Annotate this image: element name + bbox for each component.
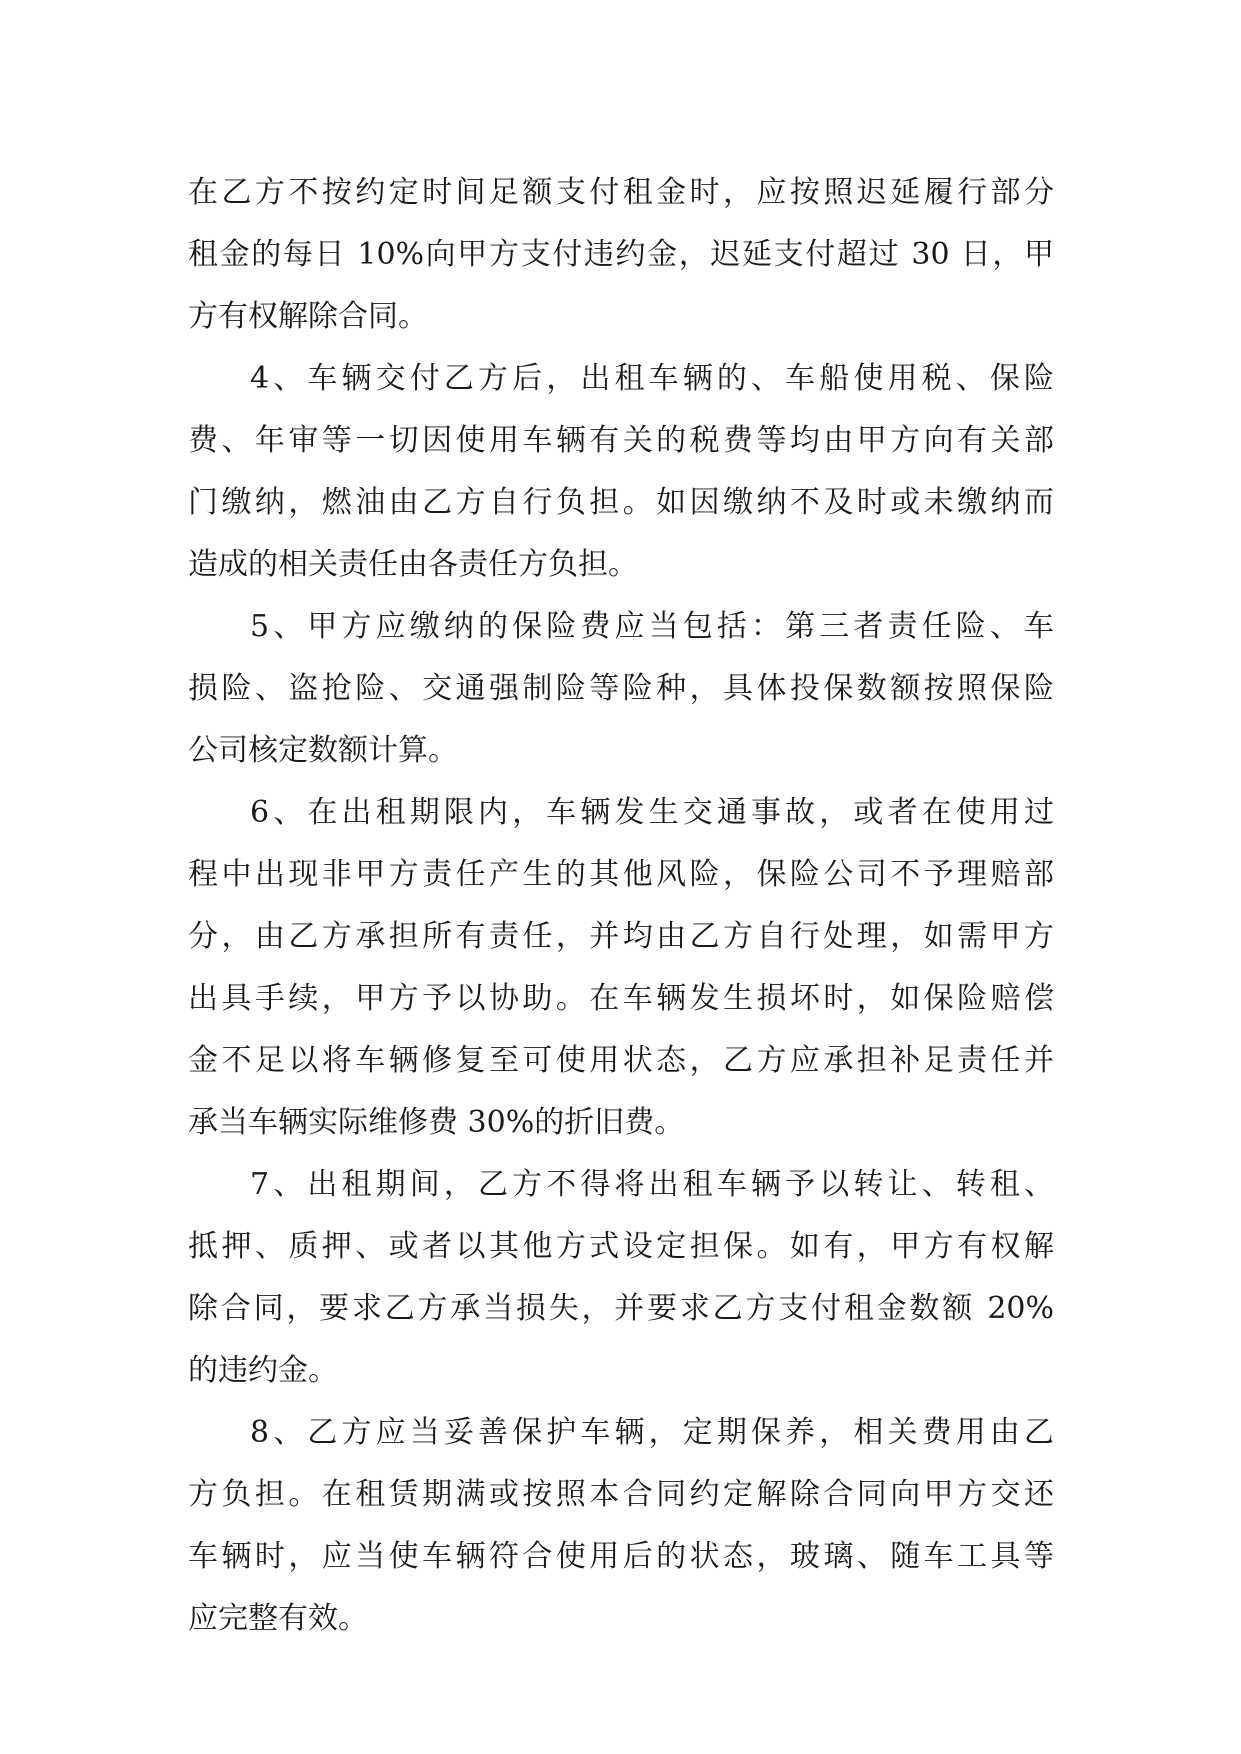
paragraph-first-line: 6、在出租期限内，车辆发生交通事故，或者在使用过: [250, 795, 1054, 830]
contract-text-body: [188, 162, 1054, 1650]
text-line: 方有权解除合同。: [188, 299, 428, 334]
text-line: 费、年审等一切因使用车辆有关的税费等均由甲方向有关部: [188, 423, 1054, 458]
text-line: 在乙方不按约定时间足额支付租金时，应按照迟延履行部分: [188, 175, 1054, 210]
text-line: 公司核定数额计算。: [188, 733, 458, 768]
paragraph-first-line: 4、车辆交付乙方后，出租车辆的、车船使用税、保险: [250, 361, 1054, 396]
paragraph-first-line: 5、甲方应缴纳的保险费应当包括：第三者责任险、车: [250, 609, 1054, 644]
text-line: 除合同，要求乙方承当损失，并要求乙方支付租金数额 20%: [188, 1291, 1054, 1326]
text-line: 程中出现非甲方责任产生的其他风险，保险公司不予理赔部: [188, 857, 1054, 892]
text-line: 损险、盗抢险、交通强制险等险种，具体投保数额按照保险: [188, 671, 1054, 706]
text-line: 抵押、质押、或者以其他方式设定担保。如有，甲方有权解: [188, 1229, 1054, 1264]
text-line: 承当车辆实际维修费 30%的折旧费。: [188, 1105, 685, 1140]
text-line: 造成的相关责任由各责任方负担。: [188, 547, 638, 582]
text-line: 方负担。在租赁期满或按照本合同约定解除合同向甲方交还: [188, 1477, 1054, 1512]
text-line: 门缴纳，燃油由乙方自行负担。如因缴纳不及时或未缴纳而: [188, 485, 1054, 520]
paragraph-first-line: 8、乙方应当妥善保护车辆，定期保养，相关费用由乙: [250, 1415, 1054, 1450]
text-line: 车辆时，应当使车辆符合使用后的状态，玻璃、随车工具等: [188, 1539, 1054, 1574]
text-line: 金不足以将车辆修复至可使用状态，乙方应承担补足责任并: [188, 1043, 1054, 1078]
text-line: 分，由乙方承担所有责任，并均由乙方自行处理，如需甲方: [188, 919, 1054, 954]
text-line: 应完整有效。: [188, 1601, 368, 1636]
text-line: 出具手续，甲方予以协助。在车辆发生损坏时，如保险赔偿: [188, 981, 1054, 1016]
paragraph-first-line: 7、出租期间，乙方不得将出租车辆予以转让、转租、: [250, 1167, 1054, 1202]
text-line: 租金的每日 10%向甲方支付违约金，迟延支付超过 30 日，甲: [188, 237, 1054, 272]
text-line: 的违约金。: [188, 1353, 338, 1388]
